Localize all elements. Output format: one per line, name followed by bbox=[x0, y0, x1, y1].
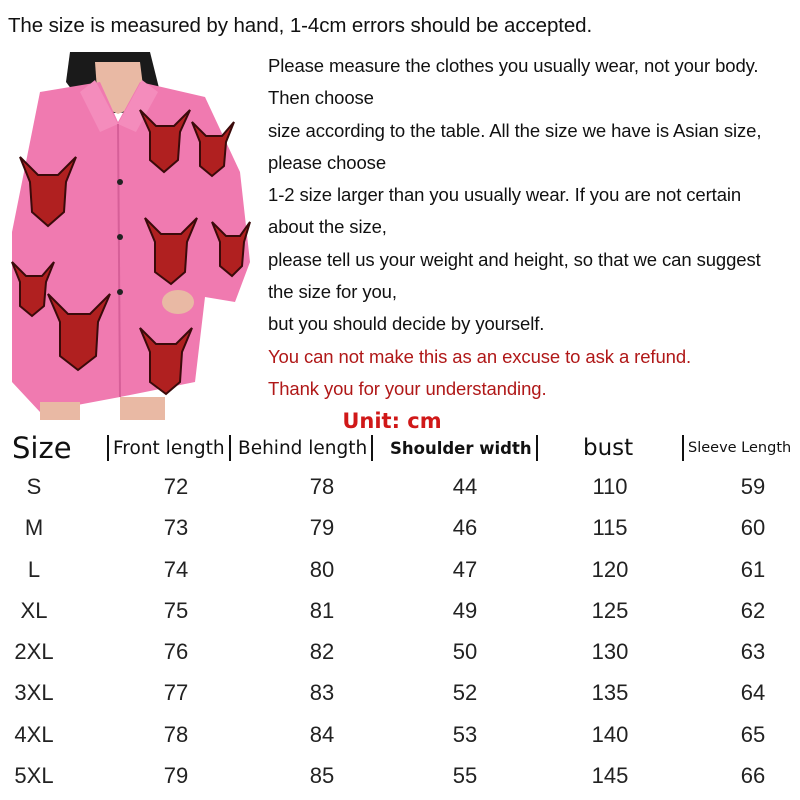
instruction-line: please choose bbox=[268, 151, 387, 173]
sleeve-length-cell: 63 bbox=[740, 639, 766, 665]
column-divider bbox=[536, 435, 538, 461]
header-behind-length: Behind length bbox=[238, 428, 377, 468]
instruction-line: about the size, bbox=[268, 216, 387, 238]
refund-warning: You can not make this as an excuse to ask a refund. bbox=[268, 345, 692, 367]
bust-cell: 140 bbox=[591, 721, 629, 747]
column-divider bbox=[107, 435, 109, 461]
shoulder-width-cell: 49 bbox=[452, 597, 478, 623]
behind-length-cell: 78 bbox=[309, 474, 335, 499]
shoulder-width-cell: 55 bbox=[452, 763, 478, 789]
shoulder-width-cell: 53 bbox=[452, 721, 478, 747]
shoulder-width-cell: 50 bbox=[452, 639, 478, 665]
header-shoulder-width: Shoulder width bbox=[390, 428, 542, 468]
bust-cell: 130 bbox=[591, 639, 629, 665]
behind-length-cell: 85 bbox=[309, 763, 335, 789]
instruction-line: 1-2 size larger than you usually wear. If you are not certain bbox=[268, 184, 742, 206]
measurement-disclaimer: The size is measured by hand, 1-4cm errors should be accepted. bbox=[8, 14, 593, 37]
sleeve-length-cell: 66 bbox=[740, 763, 766, 789]
column-divider bbox=[371, 435, 373, 461]
table-row bbox=[0, 509, 800, 550]
model-shirt-illustration bbox=[0, 52, 258, 420]
table-row bbox=[0, 757, 800, 798]
instruction-line: Please measure the clothes you usually wear, not your body. bbox=[268, 55, 759, 76]
size-cell: L bbox=[27, 556, 41, 582]
front-length-cell: 75 bbox=[163, 597, 189, 623]
shoulder-width-cell: 47 bbox=[452, 556, 478, 582]
behind-length-cell: 84 bbox=[309, 721, 335, 747]
header-sleeve-length: Sleeve Length bbox=[678, 428, 791, 468]
behind-length-cell: 82 bbox=[309, 639, 335, 665]
column-divider bbox=[682, 435, 684, 461]
front-length-cell: 78 bbox=[163, 721, 189, 747]
behind-length-cell: 79 bbox=[309, 515, 335, 541]
behind-length-cell: 83 bbox=[309, 680, 335, 706]
column-divider bbox=[229, 435, 231, 461]
table-row bbox=[0, 592, 800, 633]
front-length-cell: 76 bbox=[163, 639, 189, 665]
front-length-cell: 73 bbox=[163, 515, 189, 541]
table-row bbox=[0, 674, 800, 715]
product-photo bbox=[0, 52, 258, 420]
front-length-cell: 74 bbox=[163, 556, 189, 582]
table-row bbox=[0, 633, 800, 674]
sizing-instructions bbox=[268, 50, 761, 405]
size-cell: XL bbox=[20, 597, 48, 623]
shoulder-width-cell: 52 bbox=[452, 680, 478, 706]
table-row bbox=[0, 468, 800, 509]
bust-cell: 110 bbox=[592, 474, 628, 499]
unit-label: Unit: cm bbox=[342, 409, 442, 433]
instruction-line: Then choose bbox=[268, 87, 374, 109]
size-table-body bbox=[0, 468, 800, 798]
bust-cell: 135 bbox=[591, 680, 629, 706]
header-bust: bust bbox=[583, 435, 634, 461]
size-cell: 4XL bbox=[14, 721, 54, 747]
header-front-length: Front length bbox=[103, 428, 235, 468]
table-row bbox=[0, 716, 800, 757]
shoulder-width-cell: 46 bbox=[452, 515, 478, 541]
bust-cell: 115 bbox=[592, 515, 628, 541]
thank-you-note: Thank you for your understanding. bbox=[268, 377, 547, 399]
shoulder-width-cell: 44 bbox=[452, 474, 478, 499]
bust-cell: 120 bbox=[591, 556, 629, 582]
sleeve-length-cell: 60 bbox=[740, 515, 766, 541]
size-cell: 3XL bbox=[14, 680, 54, 706]
size-cell: S bbox=[26, 474, 42, 499]
instruction-line: the size for you, bbox=[268, 281, 397, 303]
sleeve-length-cell: 59 bbox=[740, 474, 766, 499]
bust-cell: 145 bbox=[591, 763, 629, 789]
instruction-line: size according to the table. All the size we have is Asian size, bbox=[268, 119, 762, 141]
behind-length-cell: 80 bbox=[309, 556, 335, 582]
front-length-cell: 72 bbox=[163, 474, 189, 499]
table-row bbox=[0, 551, 800, 592]
front-length-cell: 79 bbox=[163, 763, 189, 789]
size-cell: 2XL bbox=[14, 639, 54, 665]
behind-length-cell: 81 bbox=[309, 597, 335, 623]
bust-cell: 125 bbox=[591, 597, 629, 623]
front-length-cell: 77 bbox=[163, 680, 189, 706]
instruction-line: but you should decide by yourself. bbox=[268, 313, 545, 335]
sleeve-length-cell: 64 bbox=[740, 680, 766, 706]
instruction-line: please tell us your weight and height, so that we can suggest bbox=[268, 248, 761, 270]
header-size: Size bbox=[12, 431, 72, 465]
sleeve-length-cell: 65 bbox=[740, 721, 766, 747]
sleeve-length-cell: 61 bbox=[740, 556, 766, 582]
size-cell: 5XL bbox=[14, 763, 54, 789]
sleeve-length-cell: 62 bbox=[740, 597, 766, 623]
size-cell: M bbox=[24, 515, 44, 541]
